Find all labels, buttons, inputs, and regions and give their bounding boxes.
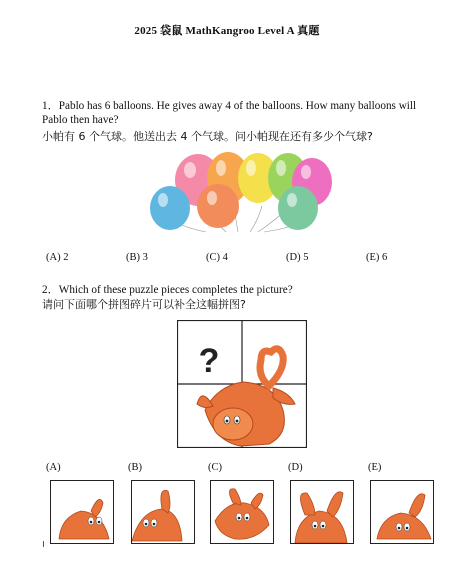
q1-option-c[interactable]: (C) 4	[206, 252, 228, 263]
q2-option-label-b[interactable]: (B)	[128, 462, 142, 473]
q2-piece-c[interactable]	[210, 480, 274, 544]
q1-option-d[interactable]: (D) 5	[286, 252, 309, 263]
q2-piece-d[interactable]	[290, 480, 354, 544]
kangaroo-head-image	[371, 481, 433, 543]
puzzle-picture	[177, 320, 307, 448]
q1-text-chinese: 小帕有 6 个气球。他送出去 4 个气球。问小帕现在还有多少个气球?	[42, 130, 373, 143]
kangaroo-head-image	[51, 481, 113, 543]
q1-option-b[interactable]: (B) 3	[126, 252, 148, 263]
q1-option-e[interactable]: (E) 6	[366, 252, 388, 263]
page-title: 2025 袋鼠 MathKangroo Level A 真题	[134, 25, 320, 37]
q2-option-label-a[interactable]: (A)	[46, 462, 61, 473]
q2-option-label-c[interactable]: (C)	[208, 462, 222, 473]
kangaroo-head-image	[211, 481, 273, 543]
q2-text-chinese: 请问下面哪个拼图碎片可以补全这幅拼图?	[42, 298, 246, 311]
q2-piece-a[interactable]	[50, 480, 114, 544]
balloon-green-front	[278, 186, 318, 230]
balloons-illustration	[146, 148, 336, 238]
balloon-blue	[150, 186, 190, 230]
page-edge-mark	[43, 541, 44, 547]
q1-text-line2: Pablo then have?	[42, 114, 119, 126]
q2-option-label-e[interactable]: (E)	[368, 462, 382, 473]
missing-piece-mark: ?	[198, 342, 220, 380]
q2-text: 2．Which of these puzzle pieces completes the picture?	[42, 284, 293, 296]
q2-piece-b[interactable]	[131, 480, 195, 544]
q2-option-label-d[interactable]: (D)	[288, 462, 303, 473]
kangaroo-head-image	[132, 481, 194, 543]
kangaroo-head-image	[291, 481, 353, 543]
balloon-orange-front	[197, 184, 239, 228]
q1-option-a[interactable]: (A) 2	[46, 252, 69, 263]
q2-piece-e[interactable]	[370, 480, 434, 544]
q1-text-line1: 1．Pablo has 6 balloons. He gives away 4 of the balloons. How many balloons will	[42, 100, 417, 112]
